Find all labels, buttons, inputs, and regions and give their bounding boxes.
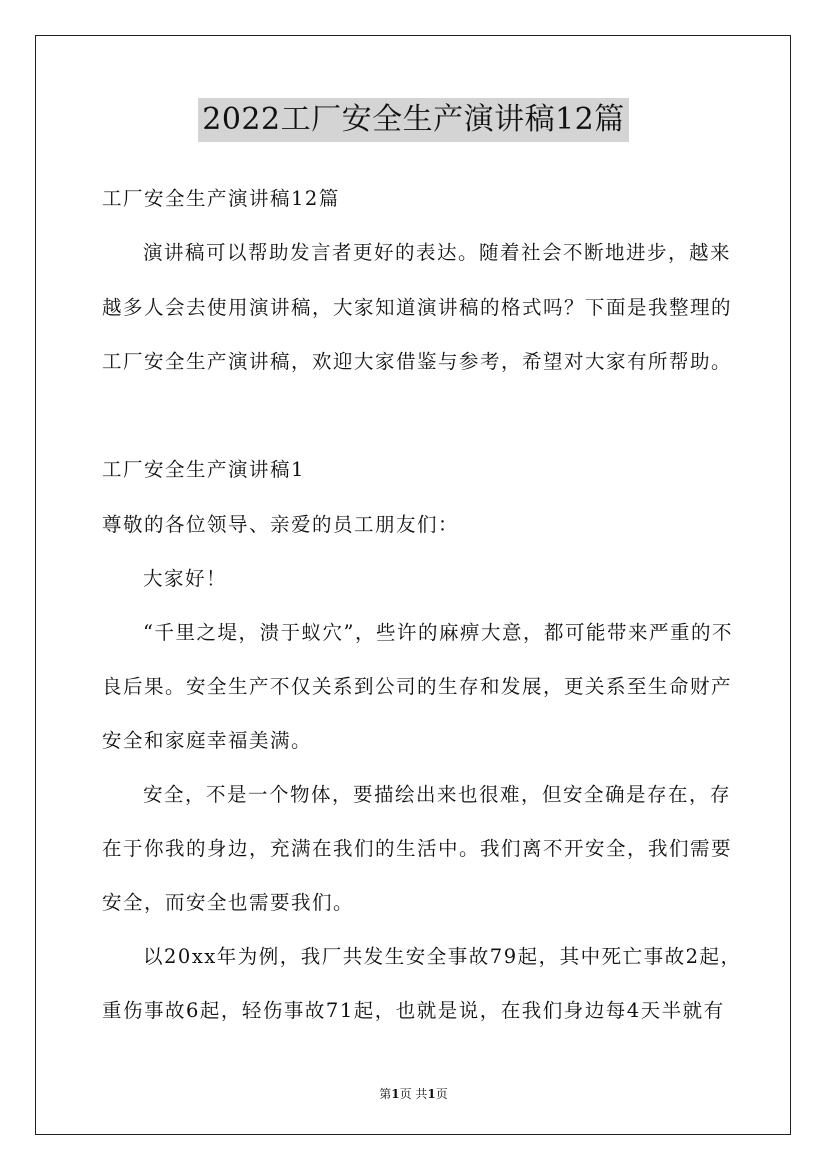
- para2-line-3: 安全，而安全也需要我们。: [102, 891, 355, 914]
- para3-line-2: 重伤事故6起，轻伤事故71起，也就是说，在我们身边每4天半就有: [102, 999, 725, 1022]
- greeting: 大家好！: [143, 567, 228, 590]
- para1-line-2: 良后果。安全生产不仅关系到公司的生存和发展，更关系至生命财产: [102, 675, 733, 698]
- document-subtitle: 工厂安全生产演讲稿12篇: [102, 187, 340, 210]
- document-title-wrap: [0, 98, 827, 142]
- footer-page-total: 1: [427, 1087, 436, 1101]
- intro-line-3: 工厂安全生产演讲稿，欢迎大家借鉴与参考，希望对大家有所帮助。: [102, 350, 733, 373]
- section-heading: 工厂安全生产演讲稿1: [102, 458, 305, 481]
- para2-line-2: 在于你我的身边，充满在我们的生活中。我们离不开安全，我们需要: [102, 837, 733, 860]
- footer-page-current: 1: [391, 1087, 400, 1101]
- para1-line-1: “千里之堤，溃于蚁穴”，些许的麻痹大意，都可能带来严重的不: [143, 621, 733, 644]
- para1-line-3: 安全和家庭幸福美满。: [102, 729, 313, 752]
- document-title: 2022工厂安全生产演讲稿12篇: [198, 98, 629, 142]
- footer-suffix: 页: [435, 1087, 448, 1101]
- para2-line-1: 安全，不是一个物体，要描绘出来也很难，但安全确是存在，存: [143, 783, 732, 806]
- intro-line-2: 越多人会去使用演讲稿，大家知道演讲稿的格式吗？下面是我整理的: [102, 296, 733, 319]
- footer-prefix: 第: [379, 1087, 392, 1101]
- salutation: 尊敬的各位领导、亲爱的员工朋友们：: [102, 513, 460, 536]
- footer-mid: 页 共: [399, 1087, 428, 1101]
- para3-line-1: 以20xx年为例，我厂共发生安全事故79起，其中死亡事故2起，: [143, 945, 742, 968]
- intro-line-1: 演讲稿可以帮助发言者更好的表达。随着社会不断地进步，越来: [143, 241, 732, 264]
- page-footer: [0, 1085, 827, 1102]
